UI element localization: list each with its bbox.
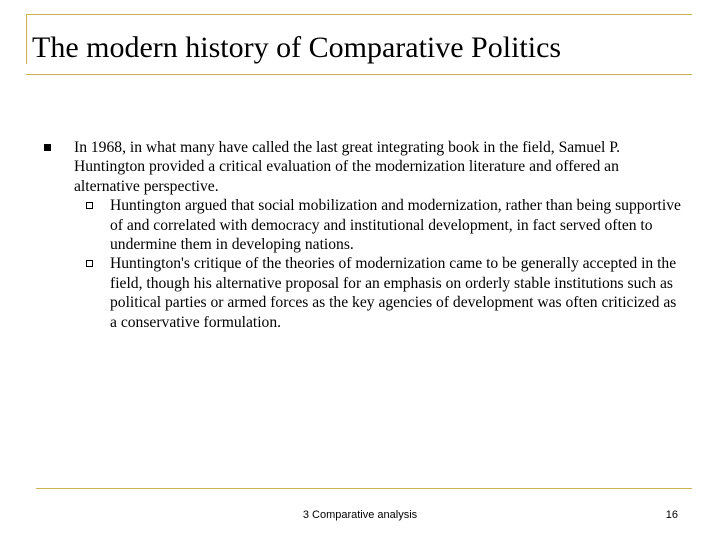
hollow-square-bullet-icon bbox=[86, 202, 93, 209]
sub-point-text: Huntington argued that social mobilization and modernization, rather than being supportive of and correlated with democracy and institutional development, in fact served often to undermine them in developing nations. bbox=[110, 197, 681, 254]
footer-divider bbox=[36, 488, 692, 489]
sub-point-text: Huntington's critique of the theories of modernization came to be generally accepted in the field, though his alternative proposal for an emphasis on orderly stable institutions such as political parties or armed forces as the key agencies of development was often criticized as a conservative formulation. bbox=[110, 255, 677, 331]
square-bullet-icon bbox=[44, 144, 51, 151]
slide-title: The modern history of Comparative Politics bbox=[32, 31, 562, 64]
slide-body bbox=[42, 138, 682, 332]
page-number: 16 bbox=[665, 509, 678, 521]
left-border-line bbox=[26, 14, 27, 64]
title-divider bbox=[26, 74, 692, 75]
sub-bullet-item bbox=[86, 254, 682, 332]
hollow-square-bullet-icon bbox=[86, 260, 93, 267]
main-point-text: In 1968, in what many have called the last great integrating book in the field, Samuel P. Huntington provided a critical evaluation of the modernization literature and offered an alternative perspective. bbox=[74, 139, 621, 195]
top-border-line bbox=[26, 14, 692, 15]
sub-bullet-item bbox=[86, 196, 682, 254]
footer-label: 3 Comparative analysis bbox=[302, 509, 418, 521]
main-bullet-item bbox=[42, 138, 682, 332]
